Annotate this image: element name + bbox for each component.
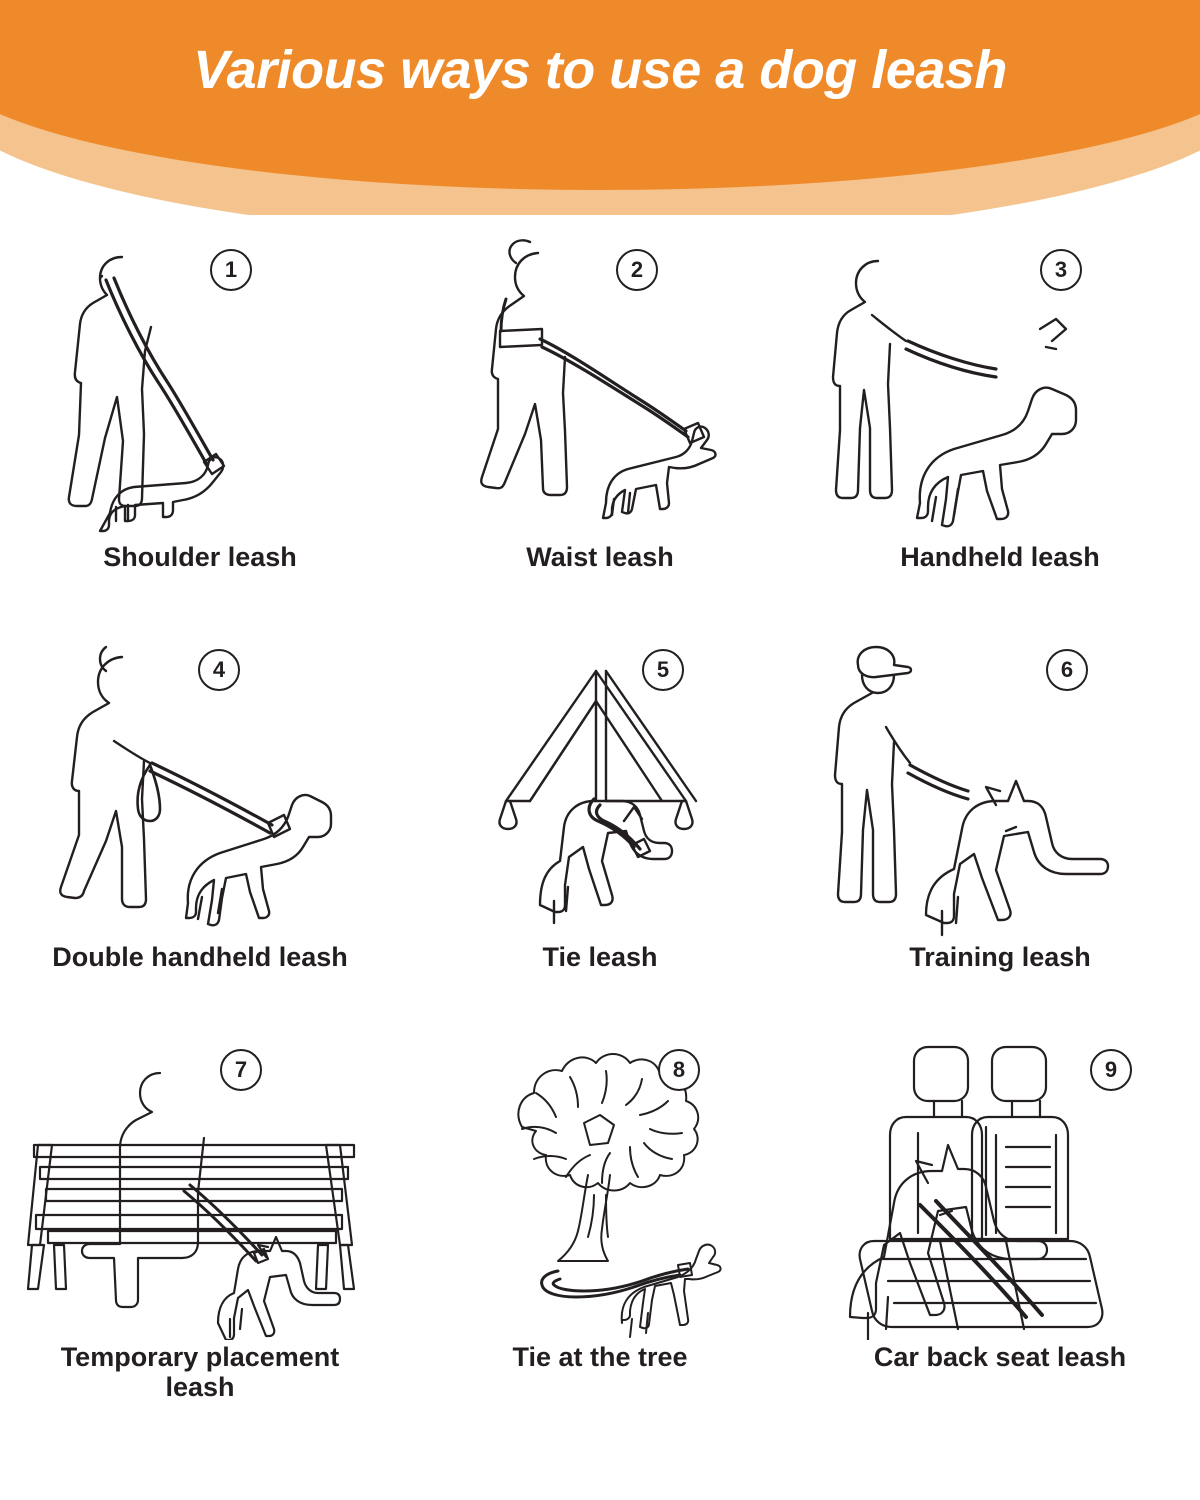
grid-item-4 bbox=[0, 635, 400, 1035]
caption-2: Waist leash bbox=[526, 542, 674, 572]
grid-item-8 bbox=[400, 1035, 800, 1435]
step-number-badge-9: 9 bbox=[1090, 1049, 1132, 1091]
caption-5: Tie leash bbox=[542, 942, 658, 972]
illustration-shoulder-leash bbox=[10, 235, 390, 540]
step-number-badge-2: 2 bbox=[616, 249, 658, 291]
illustration-tie-leash bbox=[410, 635, 790, 940]
caption-9: Car back seat leash bbox=[873, 1342, 1127, 1372]
grid-item-7 bbox=[0, 1035, 400, 1435]
illustration-training-leash bbox=[810, 635, 1190, 940]
caption-3: Handheld leash bbox=[900, 542, 1100, 572]
step-number-badge-6: 6 bbox=[1046, 649, 1088, 691]
illustration-temporary-placement-leash bbox=[10, 1035, 390, 1340]
page-header bbox=[0, 0, 1200, 215]
grid-item-1 bbox=[0, 235, 400, 635]
illustration-tie-at-tree bbox=[410, 1035, 790, 1340]
leash-methods-grid bbox=[0, 215, 1200, 1435]
page-title: Various ways to use a dog leash bbox=[193, 40, 1007, 100]
grid-item-2 bbox=[400, 235, 800, 635]
caption-7: Temporary placement leash bbox=[60, 1342, 340, 1403]
caption-8: Tie at the tree bbox=[512, 1342, 688, 1372]
grid-item-6 bbox=[800, 635, 1200, 1035]
caption-4: Double handheld leash bbox=[52, 942, 348, 972]
illustration-car-back-seat-leash bbox=[810, 1035, 1190, 1340]
caption-6: Training leash bbox=[909, 942, 1091, 972]
step-number-badge-1: 1 bbox=[210, 249, 252, 291]
step-number-badge-5: 5 bbox=[642, 649, 684, 691]
step-number-badge-7: 7 bbox=[220, 1049, 262, 1091]
caption-1: Shoulder leash bbox=[103, 542, 297, 572]
step-number-badge-4: 4 bbox=[198, 649, 240, 691]
illustration-handheld-leash bbox=[810, 235, 1190, 540]
step-number-badge-3: 3 bbox=[1040, 249, 1082, 291]
grid-item-5 bbox=[400, 635, 800, 1035]
step-number-badge-8: 8 bbox=[658, 1049, 700, 1091]
grid-item-3 bbox=[800, 235, 1200, 635]
grid-item-9 bbox=[800, 1035, 1200, 1435]
illustration-double-handheld-leash bbox=[10, 635, 390, 940]
illustration-waist-leash bbox=[410, 235, 790, 540]
